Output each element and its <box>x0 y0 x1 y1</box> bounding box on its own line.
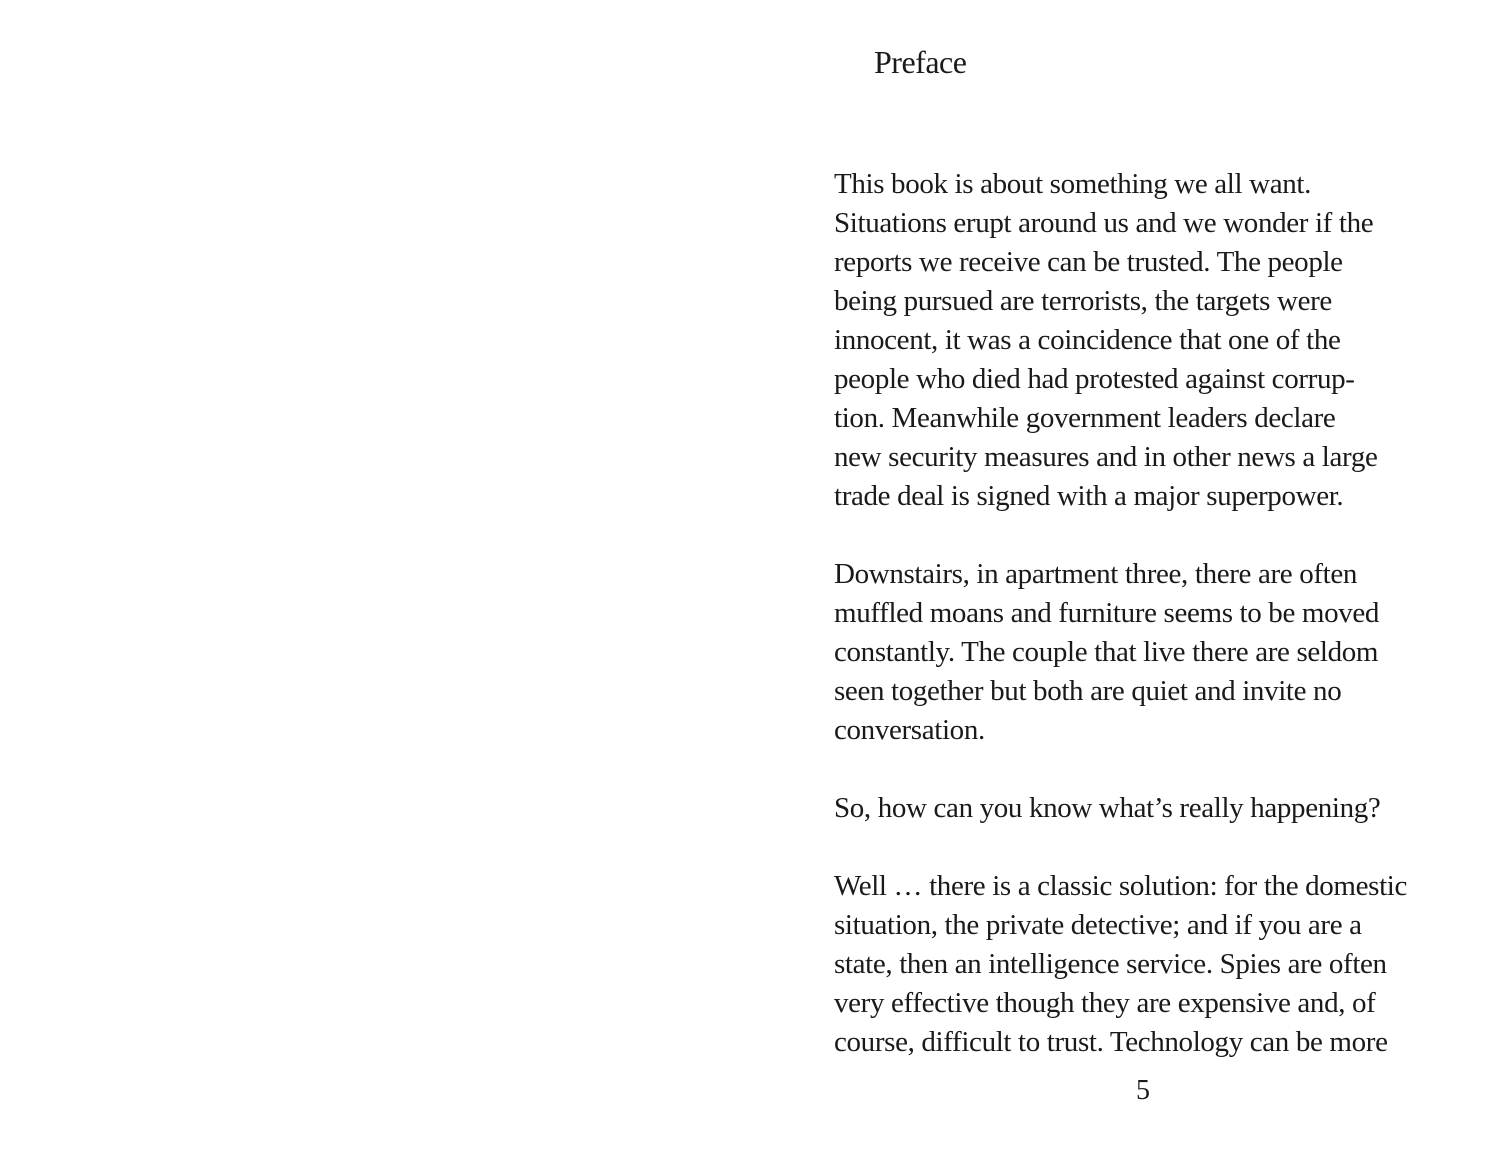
text-line: trade deal is signed with a major superpower. <box>834 480 1344 512</box>
text-line: new security measures and in other news a large <box>834 441 1378 473</box>
text-line: tion. Meanwhile government leaders declare <box>834 402 1336 434</box>
text-line: Situations erupt around us and we wonder if the <box>834 207 1374 239</box>
text-line: situation, the private detective; and if you are a <box>834 909 1362 941</box>
text-line: This book is about something we all want. <box>834 168 1311 200</box>
page-number: 5 <box>1136 1075 1150 1106</box>
running-head: Preface <box>874 44 967 80</box>
paragraph-1 <box>834 165 1494 516</box>
body-text <box>834 165 1494 1101</box>
paragraph-4 <box>834 867 1494 1062</box>
text-line: people who died had protested against corrup- <box>834 363 1355 395</box>
text-line: very effective though they are expensive and, of <box>834 987 1376 1019</box>
left-page-blank <box>0 0 755 1165</box>
text-line: constantly. The couple that live there are seldom <box>834 636 1379 668</box>
text-line: reports we receive can be trusted. The people <box>834 246 1343 278</box>
text-line: So, how can you know what’s really happening? <box>834 792 1381 824</box>
text-line: state, then an intelligence service. Spies are often <box>834 948 1387 980</box>
text-line: muffled moans and furniture seems to be moved <box>834 597 1380 629</box>
text-line: conversation. <box>834 714 985 746</box>
text-line: course, difficult to trust. Technology can be more <box>834 1026 1388 1058</box>
text-line: being pursued are terrorists, the targets were <box>834 285 1332 317</box>
text-line: innocent, it was a coincidence that one of the <box>834 324 1341 356</box>
text-line: seen together but both are quiet and invite no <box>834 675 1342 707</box>
text-line: Downstairs, in apartment three, there are often <box>834 558 1358 590</box>
text-line: Well … there is a classic solution: for the domestic <box>834 870 1408 902</box>
paragraph-2 <box>834 555 1494 750</box>
paragraph-3 <box>834 789 1494 828</box>
right-page <box>755 0 1511 1165</box>
